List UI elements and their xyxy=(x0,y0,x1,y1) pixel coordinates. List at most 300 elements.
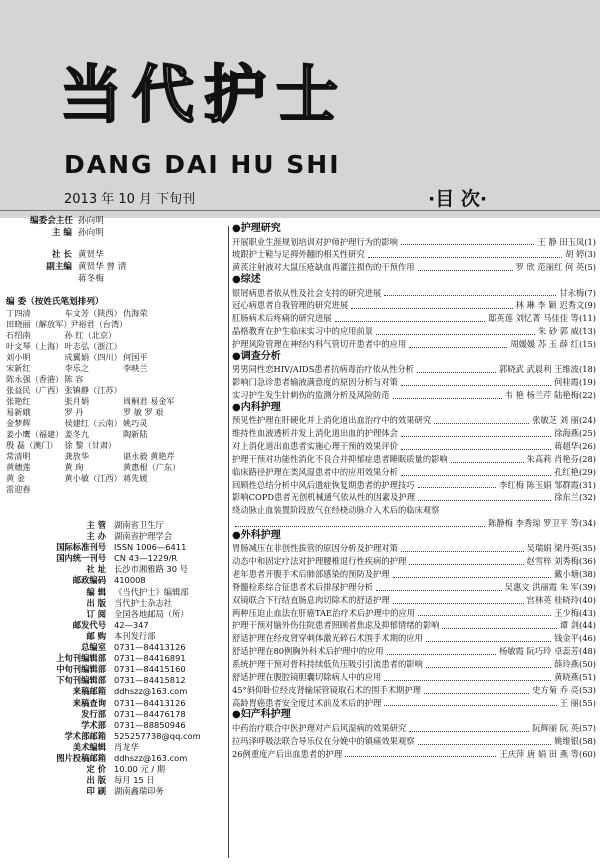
publication-value: 每月 15 日 xyxy=(114,775,155,786)
article-entry xyxy=(232,555,596,568)
publication-row xyxy=(20,531,226,542)
dot-leader xyxy=(451,462,524,463)
article-authors: 孔红艳(29) xyxy=(554,466,596,477)
dot-leader xyxy=(235,526,485,527)
publication-row xyxy=(20,598,226,609)
section-heading: ●内科护理 xyxy=(232,401,281,413)
article-authors: 周媛媛 苏 玉 薛 红(15) xyxy=(510,338,596,349)
article-entry xyxy=(232,287,596,300)
committee-member: 陈永强（香港） xyxy=(6,374,64,384)
publication-label: 总编室 xyxy=(81,642,106,653)
committee-member: 黄 珣 xyxy=(64,462,84,472)
dot-leader xyxy=(393,577,551,578)
journal-title: 当代护士 xyxy=(60,58,349,131)
article-title: 动态中和固定疗法对护理腰椎退行性疾病的护理 xyxy=(232,556,407,567)
dot-leader xyxy=(409,731,529,732)
article-authors: 史方菊 乔 亮(53) xyxy=(532,684,596,695)
publication-row xyxy=(20,653,226,664)
article-entry xyxy=(232,645,596,658)
publication-label: 国内统一刊号 xyxy=(56,553,106,564)
article-entry xyxy=(232,338,596,351)
article-title: 胃肠减压在非创性拔管的原因分析及护理对策 xyxy=(232,543,398,554)
committee-member: 陶新陆 xyxy=(122,429,148,439)
publication-row xyxy=(20,520,226,531)
committee-member: 雷迎春 xyxy=(6,484,31,494)
committee-member: 尹裕君（台湾） xyxy=(70,319,128,329)
publication-value: 0731—84413126 xyxy=(114,642,186,653)
dot-leader xyxy=(368,257,562,258)
article-authors: 钱金平(46) xyxy=(554,633,596,644)
committee-row xyxy=(6,374,196,385)
publication-value: 410008 xyxy=(114,575,146,586)
article-authors: 吴瑞娟 梁丹英(35) xyxy=(526,543,596,554)
publication-row xyxy=(20,709,226,720)
publication-row xyxy=(20,575,226,586)
publication-value: 0731—84413126 xyxy=(114,697,186,708)
editor-row xyxy=(30,216,104,227)
article-entry xyxy=(232,236,596,249)
publication-value: 长沙市湘雅路 30 号 xyxy=(114,564,188,575)
publication-label: 印 刷 xyxy=(86,786,106,797)
article-title: 系统护理干预对骨科持续低负压吸引引流患者的影响 xyxy=(232,658,423,669)
committee-row xyxy=(6,308,196,319)
article-title: 黄芪注射液对大鼠压疮缺血再灌注损伤的干预作用 xyxy=(232,262,415,273)
article-entry xyxy=(232,299,596,312)
editor-role: 副主编 xyxy=(46,262,72,272)
dot-leader xyxy=(384,705,556,706)
committee-member: 周桐君 易金军 xyxy=(122,396,175,406)
dot-leader xyxy=(376,590,502,591)
committee-member xyxy=(123,330,196,341)
publication-row xyxy=(20,631,226,642)
article-title: 影响COPD患者无创机械通气依从性的因素及护理 xyxy=(232,492,416,503)
publication-value: 湖南省护理学会 xyxy=(114,531,173,542)
dot-leader xyxy=(426,641,551,642)
article-entry xyxy=(232,697,596,710)
committee-row xyxy=(6,418,196,429)
publication-row xyxy=(20,786,226,797)
publication-label: 订 阅 xyxy=(86,608,106,619)
publication-label: 下旬刊编辑部 xyxy=(56,675,106,686)
committee-member: 易新娥 xyxy=(6,407,31,417)
publication-label: 美术编辑 xyxy=(72,741,106,752)
committee-member: 张艳红 xyxy=(6,396,31,406)
article-authors: 赵雪梓 刘秀梅(36) xyxy=(526,556,596,567)
article-title: 45°斜仰卧位经皮肾输尿管镜取石术的围手术期护理 xyxy=(232,684,421,695)
committee-row xyxy=(6,484,196,495)
editorial-committee xyxy=(6,297,196,495)
table-of-contents xyxy=(232,223,596,760)
publication-value: ddhszz@163.com xyxy=(114,686,188,697)
dot-leader xyxy=(376,334,535,335)
dot-leader xyxy=(426,667,551,668)
column-divider xyxy=(228,226,229,858)
article-entry xyxy=(232,517,596,530)
publication-row xyxy=(20,686,226,697)
article-title: 双镜联合下行结直肠息肉切除术的舒适护理 xyxy=(232,594,390,605)
dot-leader xyxy=(335,321,486,322)
committee-member: 黄穗莲 xyxy=(6,462,31,472)
article-entry xyxy=(232,607,596,620)
publication-value: 0731—84415160 xyxy=(114,664,186,675)
section-heading: ●妇产科护理 xyxy=(232,709,291,721)
publication-row xyxy=(20,609,226,620)
article-entry xyxy=(232,389,596,402)
dot-leader xyxy=(345,756,496,757)
publication-row xyxy=(20,753,226,764)
article-entry xyxy=(232,735,596,748)
dot-leader xyxy=(401,385,551,386)
dot-leader xyxy=(442,628,556,629)
editor-row xyxy=(30,250,104,261)
publication-label: 主 办 xyxy=(86,531,106,542)
article-authors: 朱高莉 肖艳芬(28) xyxy=(526,453,596,464)
committee-row xyxy=(6,429,196,440)
publication-label: 图片投稿邮箱 xyxy=(56,752,106,763)
article-authors: 谭 剑(44) xyxy=(559,620,596,631)
editor-name: 孙向明 xyxy=(78,216,104,226)
dot-leader xyxy=(418,744,552,745)
article-entry xyxy=(232,684,596,697)
article-entry xyxy=(232,363,596,376)
publication-value: 0731—84416891 xyxy=(114,653,186,664)
committee-member xyxy=(123,385,196,396)
article-entry xyxy=(232,581,596,594)
publication-row xyxy=(20,775,226,786)
publication-label: 编 辑 xyxy=(86,586,106,597)
article-entry xyxy=(232,376,596,389)
article-title: 26例重度产后出血患者的护理 xyxy=(232,748,343,759)
article-authors: 韦 艳 杨兰芹 陆艳梅(22) xyxy=(504,389,596,400)
article-title: 坡跟护士鞋与足拇外翻的相关性研究 xyxy=(232,249,365,260)
editor-role: 编委会主任 xyxy=(30,216,73,226)
publication-row xyxy=(20,620,226,631)
article-title: 男男同性恋HIV/AIDS患者抗病毒治疗依从性分析 xyxy=(232,364,414,375)
publication-value: 本刊发行部 xyxy=(114,630,156,641)
dot-leader xyxy=(409,347,507,348)
article-title: 银屑病患者依从性及社会支持的研究进展 xyxy=(232,287,382,298)
article-title: 预见性护理在肝硬化并上消化道出血治疗中的效果研究 xyxy=(232,415,432,426)
article-title: 护理干预对功能性消化不良合并抑郁症患者睡眠质量的影响 xyxy=(232,453,448,464)
publication-row xyxy=(20,742,226,753)
article-authors: 朱 砂 郭 威(13) xyxy=(537,326,596,337)
dot-leader xyxy=(393,603,524,604)
committee-member: 黄 金 xyxy=(6,473,25,483)
article-authors: 罗 欣 范丽红 何 英(5) xyxy=(515,262,596,273)
article-authors: 吴惠文 洪丽霞 朱 军(39) xyxy=(504,581,596,592)
committee-member: 李映兰 xyxy=(122,363,148,373)
article-title: 临床路径护理在类风湿患者中的应用效果分析 xyxy=(232,466,398,477)
publication-value: ISSN 1006—6411 xyxy=(114,542,187,553)
publication-row xyxy=(20,664,226,675)
committee-member: 叶志弘（浙江） xyxy=(64,341,122,351)
article-title: 舒适护理在经皮肾穿刺体激光碎石术围手术期的应用 xyxy=(232,633,423,644)
dot-leader xyxy=(384,295,556,296)
committee-row xyxy=(6,440,196,451)
publication-value: 525257738@qq.com xyxy=(114,730,201,741)
article-entry xyxy=(232,671,596,684)
publication-label: 定 价 xyxy=(86,764,106,775)
committee-title: 编 委（按姓氏笔划排列） xyxy=(6,297,104,307)
publication-label: 学术部 xyxy=(81,719,106,730)
committee-member: 黄小敏（江西） xyxy=(64,473,122,483)
dot-leader xyxy=(393,398,502,399)
article-entry xyxy=(232,748,596,761)
committee-member: 金梦辉 xyxy=(6,418,31,428)
article-title: 开展职业生涯规划培训对护师护理行为的影响 xyxy=(232,236,398,247)
committee-member: 丁四清 xyxy=(6,308,31,318)
article-title: 绕动脉止血装置阶段放气在经桡动脉介入术后的临床观察 xyxy=(232,505,440,516)
article-entry xyxy=(232,542,596,555)
publication-label: 邮政编码 xyxy=(72,575,106,586)
publication-value: 《当代护士》编辑部 xyxy=(114,586,189,597)
article-title: 护理风险管理在神经内科气管切开患者中的应用 xyxy=(232,338,407,349)
committee-member xyxy=(123,341,196,352)
committee-member: 刘小明 xyxy=(6,352,31,362)
committee-row xyxy=(6,330,196,341)
article-entry xyxy=(232,594,596,607)
publication-value: ddhszz@163.com xyxy=(114,752,188,763)
publication-label: 社 址 xyxy=(86,564,106,575)
article-entry xyxy=(232,491,596,504)
article-authors: 姚维银(58) xyxy=(554,735,596,746)
committee-member xyxy=(123,374,196,385)
article-authors: 戴小塘(38) xyxy=(554,569,596,580)
committee-row xyxy=(6,473,196,484)
article-title: 维持性血液透析并发上消化道出血的护理体会 xyxy=(232,428,398,439)
article-entry xyxy=(232,248,596,261)
publication-row xyxy=(20,675,226,686)
article-title: 回顾性总结分析中风后遗症恢复期患者的护理技巧 xyxy=(232,479,415,490)
publication-value: 0731—88850946 xyxy=(114,719,186,730)
committee-member: 石绍南 xyxy=(6,330,31,340)
article-authors: 薛玲燕(50) xyxy=(554,658,596,669)
article-authors: 王 静 田玉凤(1) xyxy=(537,236,596,247)
dot-leader xyxy=(401,475,551,476)
committee-member: 徐 黎（甘肃） xyxy=(64,440,117,450)
publication-value: 全国各地邮局（所） xyxy=(114,608,189,619)
article-entry xyxy=(232,466,596,479)
publication-label: 出 版 xyxy=(86,775,106,786)
dot-leader xyxy=(434,423,529,424)
publication-value: CN 43—1229/R xyxy=(114,553,178,564)
dot-leader xyxy=(351,308,512,309)
publication-label: 来稿邮箱 xyxy=(72,686,106,697)
committee-row xyxy=(6,462,196,473)
article-entry xyxy=(232,632,596,645)
committee-row xyxy=(6,407,196,418)
article-authors: 徐东兰(32) xyxy=(554,492,596,503)
publication-label: 来稿查询 xyxy=(72,697,106,708)
editor-row xyxy=(30,274,104,285)
committee-member: 龚放华 xyxy=(64,451,90,461)
editor-row xyxy=(30,262,126,273)
publication-row xyxy=(20,587,226,598)
committee-member: 罗 丹 xyxy=(64,407,84,417)
committee-row xyxy=(6,385,196,396)
editor-name: 蒋冬梅 xyxy=(78,274,104,284)
committee-member: 车文芳（陕西） xyxy=(64,308,122,318)
section-heading: ●外科护理 xyxy=(232,529,281,541)
article-entry xyxy=(232,453,596,466)
article-entry xyxy=(232,325,596,338)
article-entry xyxy=(232,722,596,735)
dot-leader xyxy=(418,615,551,616)
committee-member: 蒋先媛 xyxy=(122,473,148,483)
publication-label: 主 管 xyxy=(86,520,106,530)
committee-member: 叶文琴（上海） xyxy=(6,341,64,351)
committee-member: 田晓丽（解放军） xyxy=(6,319,72,329)
article-entry xyxy=(232,440,596,453)
committee-member: 侯建红（云南） xyxy=(64,418,122,428)
publication-row xyxy=(20,642,226,653)
committee-row xyxy=(6,451,196,462)
article-authors: 黄晓燕(51) xyxy=(554,671,596,682)
committee-member: 殷 磊（澳门） xyxy=(6,440,58,450)
article-entry xyxy=(232,414,596,427)
article-title: 脊髓栓系综合征患者术后排尿护理分析 xyxy=(232,581,374,592)
publication-value: 42—347 xyxy=(114,619,149,630)
article-title: 舒适护理在80例胸外科术后护理中的应用 xyxy=(232,646,384,657)
editor-row xyxy=(30,228,104,239)
article-authors: 林 琳 李 颖 迟秀文(9) xyxy=(515,300,596,311)
issue-date: 2013 年 10 月 下旬刊 xyxy=(64,192,196,207)
article-entry xyxy=(232,619,596,632)
article-authors: 宫林英 桂晓玲(40) xyxy=(526,594,596,605)
contents-heading: ·目 次· xyxy=(428,188,488,210)
article-title: 影响门急诊患者输液满意度的原因分析与对策 xyxy=(232,377,398,388)
section-heading: ●护理研究 xyxy=(232,223,281,234)
committee-row xyxy=(6,352,196,363)
committee-row xyxy=(6,396,196,407)
committee-member: 成翼娟（四川） xyxy=(64,352,122,362)
publication-value: 0731—84476178 xyxy=(114,708,186,719)
dot-leader xyxy=(417,372,496,373)
article-title: 两种压迫止血法在肝癌TAE治疗术后护理中的应用 xyxy=(232,607,416,618)
publication-label: 发行部 xyxy=(81,708,106,719)
article-entry xyxy=(232,658,596,671)
article-authors: 王少梅(43) xyxy=(554,607,596,618)
publication-row xyxy=(20,764,226,775)
editor-name: 黄贤华 曾 清 xyxy=(78,262,127,272)
publication-value: 10.00 元 / 期 xyxy=(114,764,166,775)
editor-role: 主 编 xyxy=(51,228,72,238)
publication-label: 邮 购 xyxy=(86,630,106,641)
committee-member: 孙 红（北京） xyxy=(64,330,117,340)
editor-name: 黄贤华 xyxy=(78,250,104,260)
publication-row xyxy=(20,698,226,709)
article-authors: 郭晓武 武晨利 王维波(18) xyxy=(499,364,596,375)
committee-member: 宋新红 xyxy=(6,363,31,373)
dot-leader xyxy=(401,244,535,245)
article-title: 实习护生发生针刺伤的监测分析及风险防范 xyxy=(232,389,390,400)
article-title: 老年患者开腹手术后肺部感染的预防及护理 xyxy=(232,569,390,580)
article-entry xyxy=(232,261,596,274)
committee-member: 黄惠根（广东） xyxy=(122,462,181,472)
editor-name: 孙向明 xyxy=(78,228,104,238)
publication-row xyxy=(20,731,226,742)
article-authors: 李红梅 陈玉娟 邹群霞(31) xyxy=(499,479,596,490)
article-title: 拉玛泽呼吸法联合导乐仪在分娩中的镇痛效果观察 xyxy=(232,735,415,746)
article-authors: 徐海燕(25) xyxy=(554,428,596,439)
publication-value: 湖南鑫瑞印务 xyxy=(114,786,164,797)
committee-member: 陈 容 xyxy=(64,374,84,384)
committee-member: 姜冬九 xyxy=(64,429,90,439)
dot-leader xyxy=(401,449,551,450)
article-title: 中药治疗联合中医护理对产后风湿病的效果研究 xyxy=(232,722,407,733)
section-heading: ●调查分析 xyxy=(232,350,281,362)
dot-leader xyxy=(387,654,496,655)
committee-member xyxy=(123,440,196,451)
publication-value: 湖南省卫生厅 xyxy=(114,520,164,530)
dot-leader xyxy=(418,270,513,271)
publication-label: 国际标准刊号 xyxy=(56,542,106,553)
committee-member xyxy=(64,484,122,495)
publication-row xyxy=(20,542,226,553)
dot-leader xyxy=(401,436,551,437)
header-rule xyxy=(0,210,600,211)
article-title: 冠心病患者自我管理的研究进展 xyxy=(232,300,349,311)
publication-row xyxy=(20,553,226,564)
committee-member xyxy=(123,484,196,495)
article-entry xyxy=(232,427,596,440)
journal-title-pinyin: DANG DAI HU SHI xyxy=(64,150,341,179)
committee-row xyxy=(6,341,196,352)
committee-member: 张益民（广西） xyxy=(6,385,64,395)
article-entry xyxy=(232,312,596,325)
publication-label: 邮发代号 xyxy=(72,619,106,630)
committee-member: 谌永毅 黄艳芹 xyxy=(122,451,175,461)
committee-member: 张镇静（江苏） xyxy=(64,385,122,395)
dot-leader xyxy=(424,693,529,694)
article-authors: 阮辉丽 阮 英(57) xyxy=(532,722,596,733)
publication-row xyxy=(20,564,226,575)
article-title: 对上消化道出血患者实施心理干预的效果评价 xyxy=(232,440,398,451)
committee-member: 李乐之 xyxy=(64,363,90,373)
article-authors: 陈静梅 李秀琼 罗卫平 等(34) xyxy=(488,518,596,529)
committee-member xyxy=(127,319,196,330)
editor-role: 社 长 xyxy=(51,250,72,260)
publication-row xyxy=(20,720,226,731)
committee-member: 仇海荣 xyxy=(122,308,148,318)
dot-leader xyxy=(409,564,523,565)
publication-label: 出 版 xyxy=(86,597,106,608)
article-title: 护理干预对脑外伤住院患者照顾者焦虑及抑郁情绪的影响 xyxy=(232,620,440,631)
publication-label: 中旬刊编辑部 xyxy=(56,664,106,675)
section-heading: ●综述 xyxy=(232,274,261,286)
article-authors: 邸英莲 刘忆菁 马佳佳 等(11) xyxy=(488,313,596,324)
article-authors: 胡 婷(3) xyxy=(565,249,596,260)
dot-leader xyxy=(384,680,551,681)
committee-row xyxy=(6,319,196,330)
article-authors: 张敏芝 刘 丽(24) xyxy=(532,415,596,426)
committee-member: 张月娟 xyxy=(64,396,90,406)
article-entry xyxy=(232,568,596,581)
article-authors: 蒋超华(26) xyxy=(554,440,596,451)
article-title: 晶格教育在护生临床实习中的应用前景 xyxy=(232,326,374,337)
committee-member: 常清明 xyxy=(6,451,31,461)
article-authors: 杨敏霞 阮巧玲 卓蕊芳(48) xyxy=(499,646,596,657)
publication-value: 0731—84415812 xyxy=(114,675,186,686)
article-authors: 王庆萍 唐 娟 田 燕 等(60) xyxy=(499,748,596,759)
committee-member: 罗 敏 罗 艰 xyxy=(122,407,164,417)
article-entry xyxy=(232,479,596,492)
publication-info xyxy=(20,520,226,797)
publication-value: 当代护士杂志社 xyxy=(114,597,173,608)
article-title: 肛肠病术后疼痛的研究进展 xyxy=(232,313,332,324)
committee-row xyxy=(6,363,196,374)
publication-label: 学术部邮箱 xyxy=(64,730,106,741)
